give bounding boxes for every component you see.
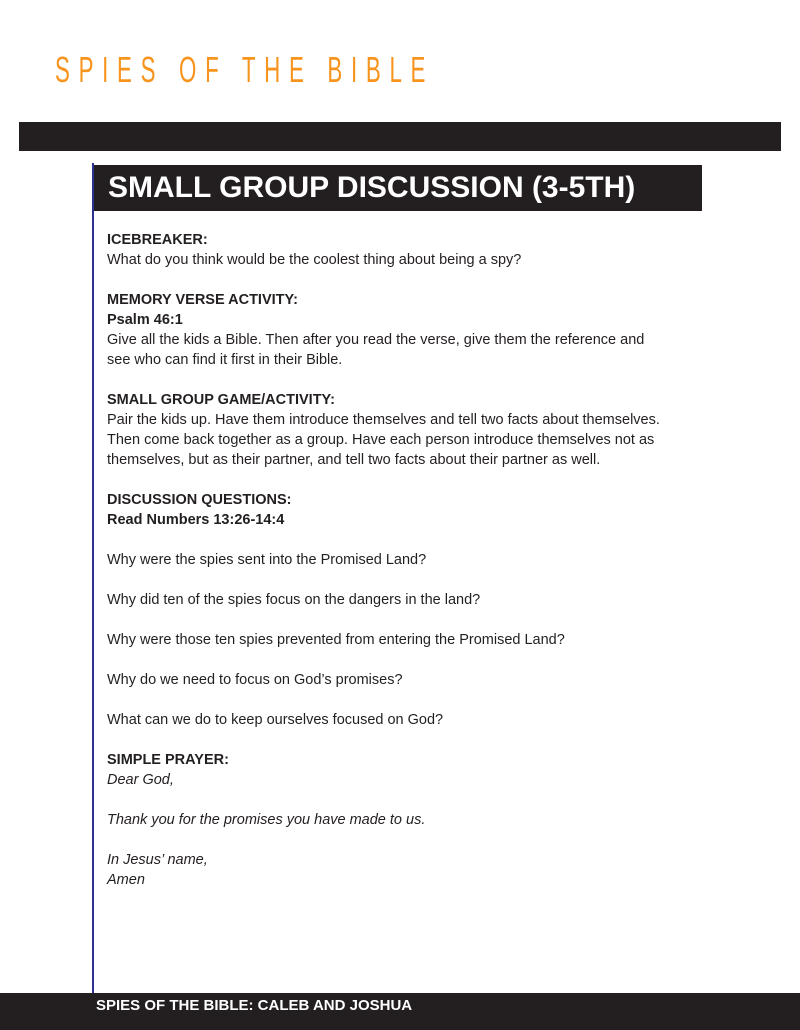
top-banner-bar	[19, 122, 781, 151]
game-label: SMALL GROUP GAME/ACTIVITY:	[107, 392, 335, 408]
discussion-label: DISCUSSION QUESTIONS:	[107, 492, 292, 508]
discussion-question: Why were those ten spies prevented from entering the Promised Land?	[107, 632, 565, 648]
game-section	[107, 390, 747, 470]
prayer-line: Amen	[107, 872, 145, 888]
discussion-question: Why were the spies sent into the Promised Land?	[107, 552, 427, 568]
discussion-question: Why did ten of the spies focus on the dangers in the land?	[107, 592, 481, 608]
brand-title: SPIES OF THE BIBLE	[55, 49, 435, 90]
icebreaker-label: ICEBREAKER:	[107, 232, 208, 248]
left-margin-rule	[92, 163, 94, 995]
prayer-line: Thank you for the promises you have made to us.	[107, 812, 426, 828]
prayer-label: SIMPLE PRAYER:	[107, 752, 229, 768]
memory-verse-reference: Psalm 46:1	[107, 312, 183, 328]
icebreaker-section	[107, 230, 747, 270]
prayer-line: Dear God,	[107, 772, 174, 788]
memory-verse-text-line: Give all the kids a Bible. Then after you read the verse, give them the reference and	[107, 332, 645, 348]
discussion-reading: Read Numbers 13:26-14:4	[107, 512, 285, 528]
game-text-line: Then come back together as a group. Have each person introduce themselves not as	[107, 432, 655, 448]
game-text-line: themselves, but as their partner, and tell two facts about their partner as well.	[107, 452, 601, 468]
memory-verse-label: MEMORY VERSE ACTIVITY:	[107, 292, 298, 308]
discussion-question: Why do we need to focus on God’s promises?	[107, 672, 403, 688]
memory-verse-section	[107, 290, 747, 370]
discussion-question: What can we do to keep ourselves focused on God?	[107, 712, 444, 728]
icebreaker-text: What do you think would be the coolest thing about being a spy?	[107, 252, 522, 268]
discussion-content	[107, 230, 747, 890]
footer-bar	[0, 993, 800, 1030]
prayer-section	[107, 750, 747, 890]
section-heading: SMALL GROUP DISCUSSION (3-5TH)	[94, 165, 702, 211]
memory-verse-text-line: see who can find it first in their Bible.	[107, 352, 343, 368]
prayer-line: In Jesus’ name,	[107, 852, 208, 868]
footer-title: SPIES OF THE BIBLE: CALEB AND JOSHUA	[96, 997, 413, 1014]
game-text-line: Pair the kids up. Have them introduce themselves and tell two facts about themselves.	[107, 412, 660, 428]
discussion-section	[107, 490, 747, 530]
